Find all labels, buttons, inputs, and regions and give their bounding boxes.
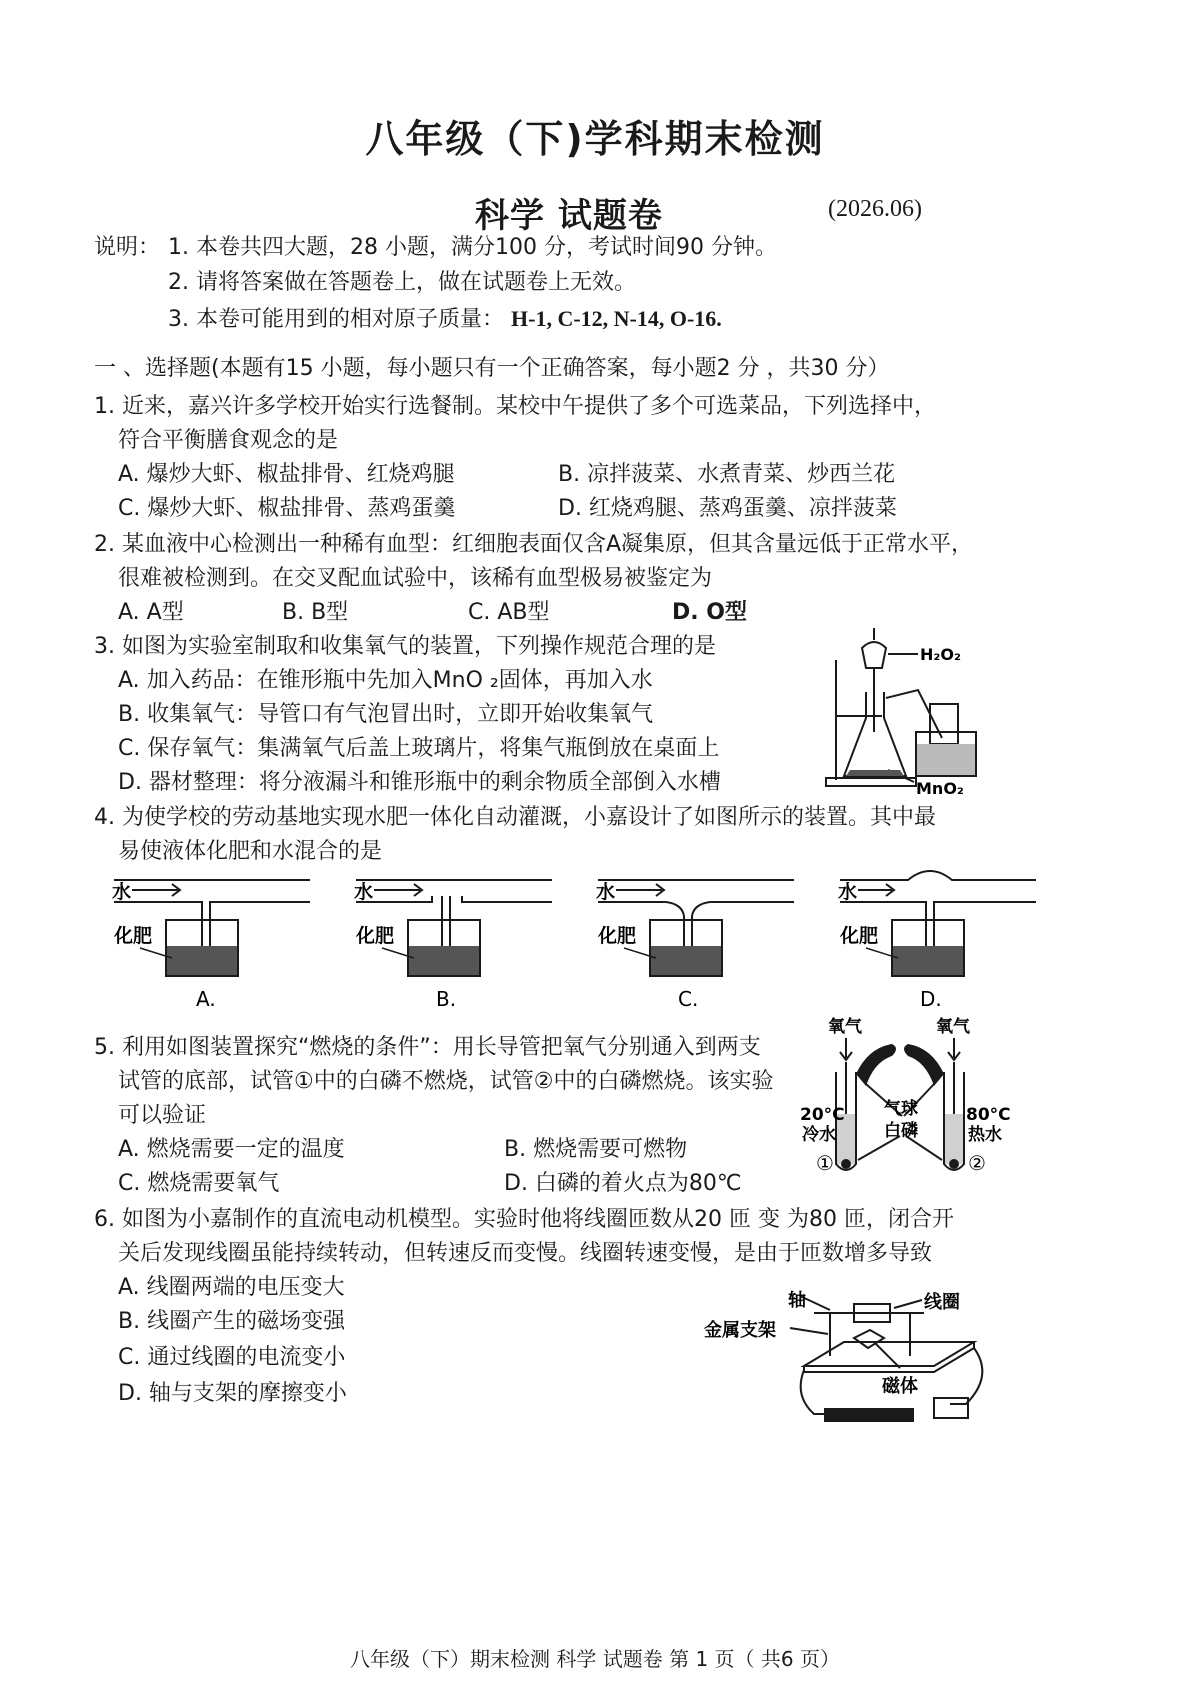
q1-stem-1: 1. 近来，嘉兴许多学校开始实行选餐制。某校中午提供了多个可选菜品，下列选择中， [94,394,936,419]
combustion-figure [796,1014,1011,1182]
q1-option-d: D. 红烧鸡腿、蒸鸡蛋羹、凉拌菠菜 [558,496,897,521]
q6-option-a: A. 线圈两端的电压变大 [118,1275,345,1300]
separatory-funnel [862,642,886,668]
q2-stem-1: 2. 某血液中心检测出一种稀有血型：红细胞表面仅含A凝集原，但其含量远低于正常水平， [94,532,974,557]
hot-water [945,1114,963,1164]
switch [934,1398,968,1418]
right-water-label: 热水 [968,1125,1002,1145]
water-label-c: 水 [596,881,616,903]
figure-label-b: B. [436,987,457,1011]
page-subtitle: 科学 试题卷 [475,196,663,236]
fert-label-c: 化肥 [598,925,637,947]
balloon-right [904,1044,944,1086]
left-temp-label: 20°C [800,1105,845,1125]
balloon-label: 气球 [884,1099,918,1119]
section-heading: 一 、选择题(本题有15 小题，每小题只有一个正确答案，每小题2 分 ，共30 分） [94,356,890,381]
q1-stem-2: 符合平衡膳食观念的是 [118,428,339,453]
dc-motor-figure [704,1286,994,1431]
q4-stem-2: 易使液体化肥和水混合的是 [118,839,383,864]
wire-left [801,1370,834,1414]
white-phosphorus-right [949,1159,959,1169]
water-label-a: 水 [112,881,132,903]
fert-label-a: 化肥 [114,925,153,947]
axle-label: 轴 [788,1290,806,1311]
q3-stem: 3. 如图为实验室制取和收集氧气的装置，下列操作规范合理的是 [94,634,716,659]
water-label-b: 水 [354,881,374,903]
oxygen-apparatus-figure [822,620,982,798]
q5-option-b: B. 燃烧需要可燃物 [504,1137,688,1162]
q6-option-d: D. 轴与支架的摩擦变小 [118,1381,347,1406]
note-1: 1. 本卷共四大题，28 小题，满分100 分，考试时间90 分钟。 [168,235,777,260]
irrigation-option-b [354,880,552,1011]
q6-option-b: B. 线圈产生的磁场变强 [118,1309,346,1334]
fert-label-d: 化肥 [840,925,879,947]
exam-date: (2026.06) [828,196,922,222]
q5-option-a: A. 燃烧需要一定的温度 [118,1137,345,1162]
q5-stem-3: 可以验证 [118,1103,207,1128]
q4-stem-1: 4. 为使学校的劳动基地实现水肥一体化自动灌溉，小嘉设计了如图所示的装置。其中最 [94,805,936,830]
note-3-text: 3. 本卷可能用到的相对原子质量： [168,307,504,332]
q2-option-d: D. O型 [672,600,747,625]
q2-stem-2: 很难被检测到。在交叉配血试验中，该稀有血型极易被鉴定为 [118,566,713,591]
q5-stem-1: 5. 利用如图装置探究“燃烧的条件”：用长导管把氧气分别通入到两支 [94,1035,761,1060]
bracket-label: 金属支架 [704,1320,776,1341]
note-3-masses: H-1, C-12, N-14, O-16. [511,306,722,331]
o2-label-left: 氧气 [828,1017,862,1037]
notes-lead: 说明： [94,235,161,260]
page-title: 八年级（下)学科期末检测 [365,117,825,161]
q2-option-a: A. A型 [118,600,184,625]
irrigation-option-d [838,871,1036,1011]
stand-base [826,778,916,786]
delivery-tube [886,690,942,738]
q3-option-d: D. 器材整理：将分液漏斗和锥形瓶中的剩余物质全部倒入水槽 [118,770,721,795]
irrigation-option-c [596,880,794,1011]
q6-stem-1: 6. 如图为小嘉制作的直流电动机模型。实验时他将线圈匝数从20 匝 变 为80 匝，闭合开 [94,1207,954,1232]
q1-option-a: A. 爆炒大虾、椒盐排骨、红烧鸡腿 [118,462,455,487]
q3-option-b: B. 收集氧气：导管口有气泡冒出时，立即开始收集氧气 [118,702,654,727]
flask-solid [846,770,904,776]
q6-stem-2: 关后发现线圈虽能持续转动，但转速反而变慢。线圈转速变慢，是由于匝数增多导致 [118,1241,933,1266]
q3-option-a: A. 加入药品：在锥形瓶中先加入MnO ₂固体，再加入水 [118,668,653,693]
note-2: 2. 请将答案做在答题卷上，做在试题卷上无效。 [168,270,636,295]
figure-label-a: A. [196,987,216,1011]
wire-right [950,1348,982,1404]
tube-number-2: ② [968,1151,986,1175]
tube-number-1: ① [816,1151,834,1175]
fertilizer-a [167,946,237,975]
right-temp-label: 80°C [966,1105,1011,1125]
irrigation-option-a [112,880,310,1011]
water-label-d: 水 [838,881,858,903]
left-water-label: 冷水 [802,1125,836,1145]
magnet-label: 磁体 [882,1376,918,1397]
q3-option-c: C. 保存氧气：集满氧气后盖上玻璃片，将集气瓶倒放在桌面上 [118,736,720,761]
figure-label-d: D. [920,987,942,1011]
white-phosphorus-left [841,1159,851,1169]
battery [824,1408,914,1422]
q5-option-d: D. 白磷的着火点为80℃ [504,1171,742,1196]
balloon-left [856,1044,896,1086]
q5-stem-2: 试管的底部，试管①中的白磷不燃烧，试管②中的白磷燃烧。该实验 [118,1069,774,1094]
label-mno2: MnO₂ [916,779,964,798]
page-footer: 八年级（下）期末检测 科学 试题卷 第 1 页（ 共6 页） [350,1647,840,1671]
q5-option-c: C. 燃烧需要氧气 [118,1171,280,1196]
o2-label-right: 氧气 [936,1017,970,1037]
q2-option-c: C. AB型 [468,600,550,625]
magnet [854,1330,884,1348]
label-h2o2: H₂O₂ [920,645,962,664]
q1-option-b: B. 凉拌菠菜、水煮青菜、炒西兰花 [558,462,896,487]
fert-label-b: 化肥 [356,925,395,947]
coil-label: 线圈 [924,1292,960,1313]
q2-option-b: B. B型 [282,600,349,625]
phosphorus-label: 白磷 [884,1121,918,1141]
note-3 [168,304,722,335]
q6-option-c: C. 通过线圈的电流变小 [118,1345,346,1370]
q1-option-c: C. 爆炒大虾、椒盐排骨、蒸鸡蛋羹 [118,496,456,521]
trough-water [917,744,975,775]
figure-label-c: C. [678,987,699,1011]
irrigation-figures [110,872,1090,1012]
